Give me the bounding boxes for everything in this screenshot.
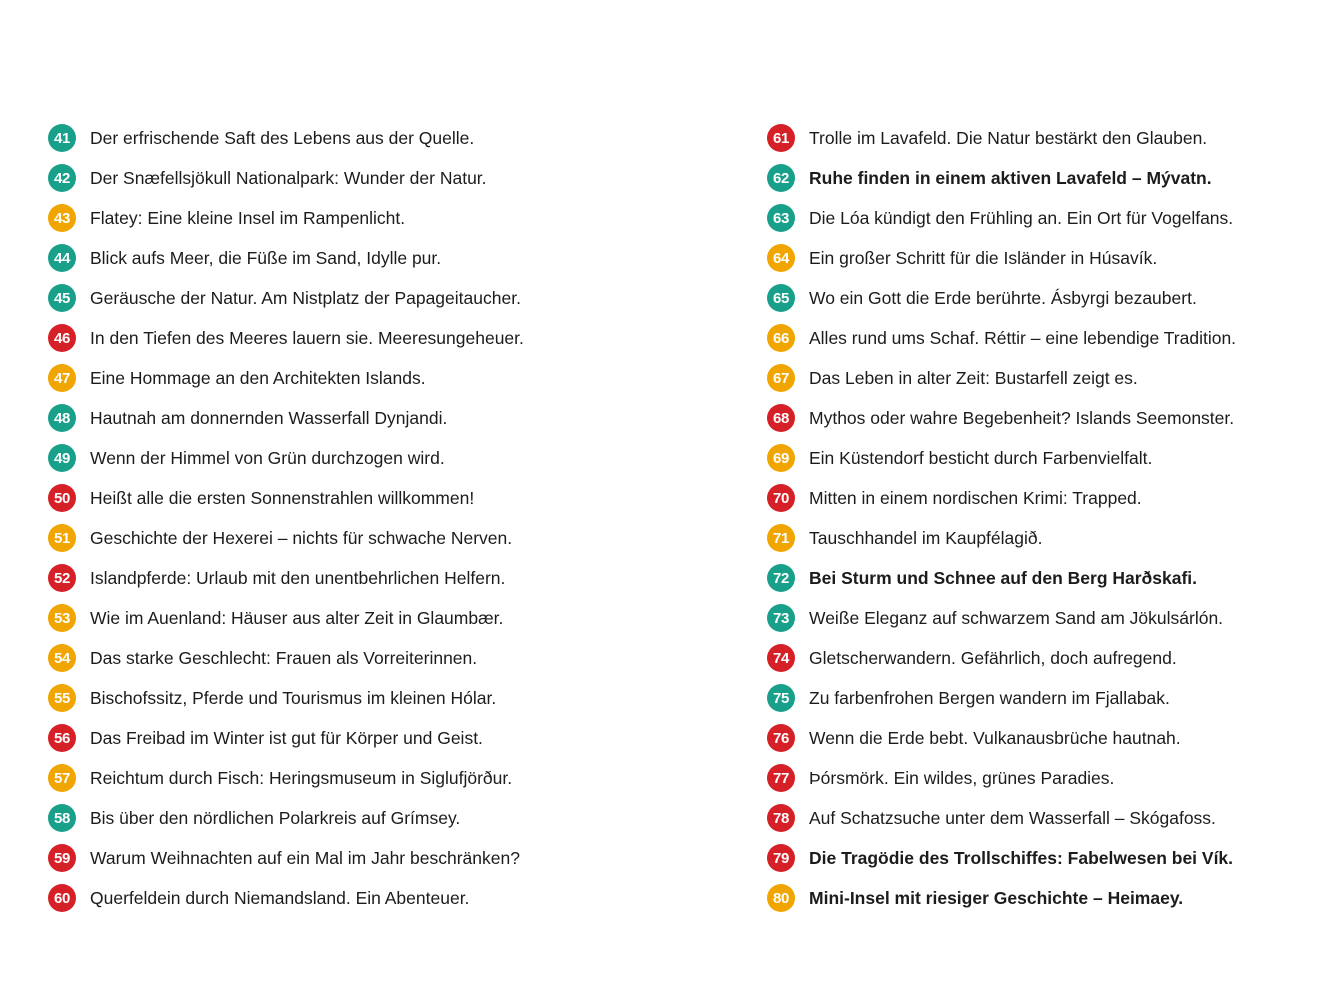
item-text: Þórsmörk. Ein wildes, grünes Paradies. — [809, 768, 1115, 788]
item-number-badge: 46 — [48, 324, 76, 352]
list-item — [767, 718, 1334, 758]
item-text: Hautnah am donnernden Wasserfall Dynjandi. — [90, 408, 448, 428]
list-item — [48, 358, 667, 398]
item-text: Bis über den nördlichen Polarkreis auf Grímsey. — [90, 808, 461, 828]
list-item — [48, 558, 667, 598]
two-column-list — [0, 118, 1334, 918]
item-text: Islandpferde: Urlaub mit den unentbehrlichen Helfern. — [90, 568, 506, 588]
item-text: Der erfrischende Saft des Lebens aus der Quelle. — [90, 128, 475, 148]
item-number-badge: 62 — [767, 164, 795, 192]
item-number-badge: 75 — [767, 684, 795, 712]
item-number-badge: 68 — [767, 404, 795, 432]
list-item — [767, 878, 1334, 918]
item-number-badge: 67 — [767, 364, 795, 392]
item-number-badge: 65 — [767, 284, 795, 312]
item-number-badge: 41 — [48, 124, 76, 152]
item-text: Die Tragödie des Trollschiffes: Fabelwesen bei Vík. — [809, 848, 1234, 868]
list-column-right — [667, 118, 1334, 918]
list-item — [767, 678, 1334, 718]
list-item — [48, 438, 667, 478]
item-number-badge: 61 — [767, 124, 795, 152]
item-number-badge: 49 — [48, 444, 76, 472]
item-number-badge: 58 — [48, 804, 76, 832]
list-item — [767, 758, 1334, 798]
list-item — [48, 678, 667, 718]
list-item — [48, 278, 667, 318]
item-number-badge: 69 — [767, 444, 795, 472]
item-number-badge: 48 — [48, 404, 76, 432]
list-item — [48, 638, 667, 678]
list-item — [48, 718, 667, 758]
item-text: Wie im Auenland: Häuser aus alter Zeit in Glaumbær. — [90, 608, 504, 628]
item-text: Das starke Geschlecht: Frauen als Vorreiterinnen. — [90, 648, 478, 668]
item-number-badge: 63 — [767, 204, 795, 232]
item-number-badge: 73 — [767, 604, 795, 632]
item-number-badge: 64 — [767, 244, 795, 272]
list-item — [767, 198, 1334, 238]
item-text: Das Freibad im Winter ist gut für Körper und Geist. — [90, 728, 483, 748]
list-item — [767, 478, 1334, 518]
item-number-badge: 52 — [48, 564, 76, 592]
list-item — [48, 478, 667, 518]
item-number-badge: 56 — [48, 724, 76, 752]
item-number-badge: 76 — [767, 724, 795, 752]
item-text: Auf Schatzsuche unter dem Wasserfall – Skógafoss. — [809, 808, 1216, 828]
list-item — [767, 118, 1334, 158]
item-number-badge: 70 — [767, 484, 795, 512]
item-text: Mythos oder wahre Begebenheit? Islands Seemonster. — [809, 408, 1235, 428]
item-text: Bischofssitz, Pferde und Tourismus im kleinen Hólar. — [90, 688, 497, 708]
item-text: Wo ein Gott die Erde berührte. Ásbyrgi bezaubert. — [809, 288, 1197, 308]
item-text: Die Lóa kündigt den Frühling an. Ein Ort für Vogelfans. — [809, 208, 1234, 228]
list-item — [48, 398, 667, 438]
item-text: Geräusche der Natur. Am Nistplatz der Papageitaucher. — [90, 288, 521, 308]
item-number-badge: 78 — [767, 804, 795, 832]
item-number-badge: 42 — [48, 164, 76, 192]
item-number-badge: 71 — [767, 524, 795, 552]
list-item — [48, 158, 667, 198]
item-text: Mini-Insel mit riesiger Geschichte – Heimaey. — [809, 888, 1184, 908]
item-text: Bei Sturm und Schnee auf den Berg Harðskafi. — [809, 568, 1197, 588]
item-number-badge: 47 — [48, 364, 76, 392]
item-text: Heißt alle die ersten Sonnenstrahlen willkommen! — [90, 488, 475, 508]
list-item — [767, 838, 1334, 878]
list-item — [767, 318, 1334, 358]
item-number-badge: 44 — [48, 244, 76, 272]
list-item — [48, 878, 667, 918]
item-text: Mitten in einem nordischen Krimi: Trapped. — [809, 488, 1142, 508]
item-text: Ruhe finden in einem aktiven Lavafeld – Mývatn. — [809, 168, 1212, 188]
item-number-badge: 60 — [48, 884, 76, 912]
item-number-badge: 55 — [48, 684, 76, 712]
item-text: Querfeldein durch Niemandsland. Ein Abenteuer. — [90, 888, 470, 908]
item-text: Reichtum durch Fisch: Heringsmuseum in Siglufjörður. — [90, 768, 513, 788]
list-item — [767, 638, 1334, 678]
item-text: Eine Hommage an den Architekten Islands. — [90, 368, 426, 388]
list-column-left — [0, 118, 667, 918]
list-item — [48, 238, 667, 278]
item-text: Blick aufs Meer, die Füße im Sand, Idylle pur. — [90, 248, 442, 268]
list-item — [48, 518, 667, 558]
list-item — [48, 598, 667, 638]
item-number-badge: 50 — [48, 484, 76, 512]
list-item — [48, 838, 667, 878]
list-item — [767, 278, 1334, 318]
item-number-badge: 59 — [48, 844, 76, 872]
list-item — [48, 198, 667, 238]
list-item — [767, 358, 1334, 398]
item-number-badge: 45 — [48, 284, 76, 312]
list-item — [767, 238, 1334, 278]
item-number-badge: 43 — [48, 204, 76, 232]
list-item — [767, 558, 1334, 598]
list-item — [767, 438, 1334, 478]
item-number-badge: 53 — [48, 604, 76, 632]
item-text: Der Snæfellsjökull Nationalpark: Wunder der Natur. — [90, 168, 487, 188]
item-text: In den Tiefen des Meeres lauern sie. Meeresungeheuer. — [90, 328, 524, 348]
item-text: Gletscherwandern. Gefährlich, doch aufregend. — [809, 648, 1177, 668]
item-number-badge: 72 — [767, 564, 795, 592]
list-item — [767, 158, 1334, 198]
item-text: Das Leben in alter Zeit: Bustarfell zeigt es. — [809, 368, 1138, 388]
list-item — [767, 398, 1334, 438]
item-text: Weiße Eleganz auf schwarzem Sand am Jökulsárlón. — [809, 608, 1224, 628]
item-text: Tauschhandel im Kaupfélagið. — [809, 528, 1043, 548]
item-number-badge: 79 — [767, 844, 795, 872]
item-text: Ein Küstendorf besticht durch Farbenvielfalt. — [809, 448, 1153, 468]
list-item — [48, 118, 667, 158]
item-number-badge: 66 — [767, 324, 795, 352]
item-text: Trolle im Lavafeld. Die Natur bestärkt den Glauben. — [809, 128, 1208, 148]
list-item — [48, 798, 667, 838]
item-text: Wenn die Erde bebt. Vulkanausbrüche hautnah. — [809, 728, 1181, 748]
list-item — [767, 518, 1334, 558]
list-item — [48, 758, 667, 798]
item-text: Geschichte der Hexerei – nichts für schwache Nerven. — [90, 528, 513, 548]
item-number-badge: 80 — [767, 884, 795, 912]
item-number-badge: 51 — [48, 524, 76, 552]
item-number-badge: 57 — [48, 764, 76, 792]
item-number-badge: 54 — [48, 644, 76, 672]
item-text: Zu farbenfrohen Bergen wandern im Fjallabak. — [809, 688, 1170, 708]
list-item — [767, 798, 1334, 838]
item-number-badge: 77 — [767, 764, 795, 792]
item-text: Alles rund ums Schaf. Réttir – eine lebendige Tradition. — [809, 328, 1237, 348]
list-item — [767, 598, 1334, 638]
item-number-badge: 74 — [767, 644, 795, 672]
item-text: Ein großer Schritt für die Isländer in Húsavík. — [809, 248, 1158, 268]
item-text: Wenn der Himmel von Grün durchzogen wird. — [90, 448, 445, 468]
item-text: Warum Weihnachten auf ein Mal im Jahr beschränken? — [90, 848, 520, 868]
item-text: Flatey: Eine kleine Insel im Rampenlicht. — [90, 208, 406, 228]
list-item — [48, 318, 667, 358]
